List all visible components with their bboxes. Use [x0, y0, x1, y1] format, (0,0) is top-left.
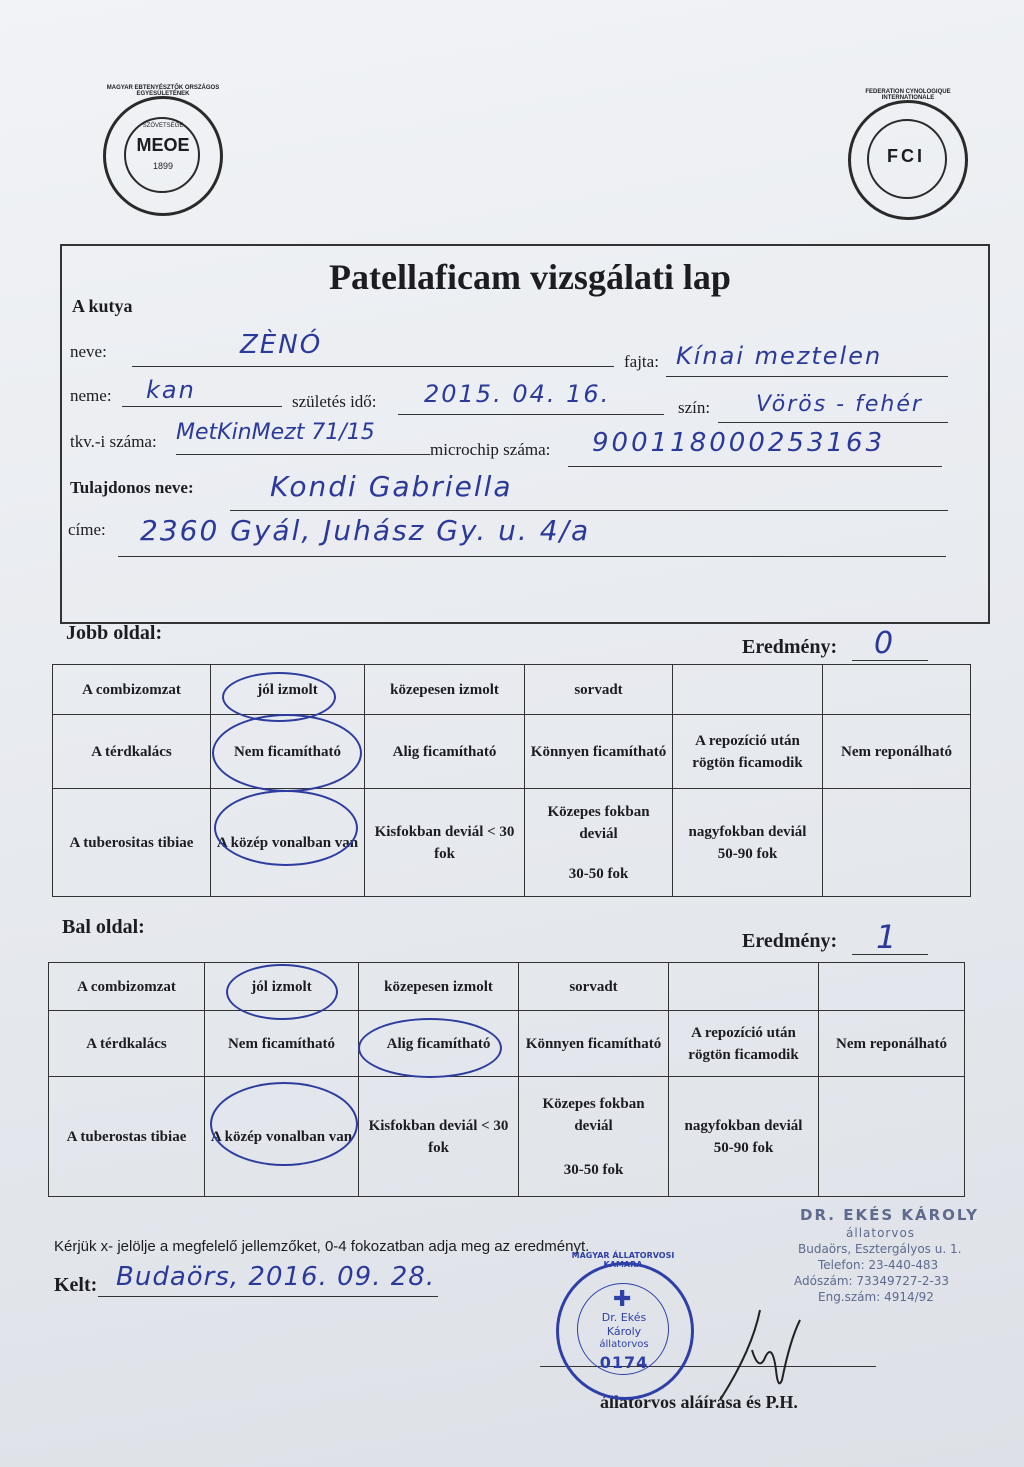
owner-line — [230, 510, 948, 511]
sex-value: kan — [146, 376, 196, 404]
name-line — [132, 366, 614, 367]
left-r3-c1: A tuberostas tibiae — [49, 1077, 205, 1197]
right-r2-c5: A repozíció után rögtön ficamodik — [673, 715, 823, 789]
right-mark-kozep-vonalban — [214, 790, 358, 866]
left-r3-c4: Közepes fokban deviál — [542, 1095, 645, 1134]
chip-label: microchip száma: — [430, 440, 551, 459]
right-mark-nem-ficamithato — [212, 714, 362, 792]
left-mark-alig-ficamithato — [358, 1018, 502, 1078]
right-r1-c3: közepesen izmolt — [365, 665, 525, 715]
right-r2-c1: A térdkalács — [53, 715, 211, 789]
vet-stamp-tax: Adószám: 73349727-2-33 — [794, 1274, 950, 1288]
chamber-cross-icon: ✚ — [613, 1287, 632, 1312]
right-r2-c3: Alig ficamítható — [365, 715, 525, 789]
right-r3-c2: A közép vonalban van — [211, 789, 365, 897]
chamber-stamp-l3: állatorvos — [599, 1339, 649, 1350]
left-mark-jol-izmolt — [226, 964, 338, 1020]
birth-line — [398, 414, 664, 415]
kelt-label: Kelt: — [54, 1274, 98, 1296]
reg-label: tkv.-i száma: — [70, 432, 157, 451]
birth-value: 2015. 04. 16. — [424, 380, 611, 408]
vet-stamp-address: Budaörs, Esztergályos u. 1. — [798, 1242, 962, 1256]
meoe-year: 1899 — [152, 161, 174, 171]
vet-stamp-license: Eng.szám: 4914/92 — [818, 1290, 934, 1304]
right-r2-c6: Nem reponálható — [823, 715, 971, 789]
left-r2-c3: Alig ficamítható — [359, 1011, 519, 1077]
fci-mono: FCI — [887, 146, 925, 166]
right-result-value: 0 — [874, 626, 896, 661]
right-heading: Jobb oldal: — [66, 622, 163, 644]
fci-ring-text: FEDERATION CYNOLOGIQUE INTERNATIONALE — [865, 89, 951, 101]
dog-heading: A kutya — [72, 296, 133, 316]
left-r2-c5: A repozíció után rögtön ficamodik — [669, 1011, 819, 1077]
meoe-seal — [103, 85, 223, 216]
address-label: címe: — [68, 520, 106, 539]
name-label: neve: — [70, 342, 107, 361]
birth-label: születés idő: — [292, 392, 377, 411]
right-r3-c4-extra: 30-50 fok — [568, 865, 629, 882]
chamber-stamp — [556, 1251, 694, 1400]
kelt-line — [98, 1296, 438, 1297]
left-r1-c1: A combizomzat — [49, 963, 205, 1011]
meoe-ring-text: MAGYAR EBTENYÉSZTŐK ORSZÁGOS EGYESÜLETÉNEK — [106, 85, 220, 97]
right-table — [52, 664, 971, 897]
chamber-stamp-l1: Dr. Ekés — [601, 1311, 647, 1324]
left-r3-c3: Kisfokban deviál < 30 fok — [359, 1077, 519, 1197]
vet-stamp-phone: Telefon: 23-440-483 — [818, 1258, 939, 1272]
address-value: 2360 Gyál, Juhász Gy. u. 4/a — [140, 514, 591, 547]
left-r1-c3: közepesen izmolt — [359, 963, 519, 1011]
left-heading: Bal oldal: — [62, 916, 145, 938]
left-r2-c1: A térdkalács — [49, 1011, 205, 1077]
address-line — [118, 556, 946, 557]
chamber-stamp-number: 0174 — [599, 1353, 649, 1372]
chamber-stamp-ring: MAGYAR ÁLLATORVOSI KAMARA — [571, 1251, 675, 1269]
left-r1-c2: jól izmolt — [205, 963, 359, 1011]
breed-line — [666, 376, 948, 377]
left-result-label: Eredmény: — [742, 930, 838, 952]
chip-value: 900118000253163 — [592, 428, 886, 458]
right-r3-c4: Közepes fokban deviál — [547, 803, 650, 842]
chamber-stamp-l2: Károly — [606, 1325, 642, 1338]
right-r1-c2: jól izmolt — [211, 665, 365, 715]
color-line — [718, 422, 948, 423]
color-value: Vörös - fehér — [756, 392, 923, 417]
right-r3-c1: A tuberositas tibiae — [53, 789, 211, 897]
vet-stamp-name: DR. EKÉS KÁROLY — [800, 1206, 979, 1224]
chip-line — [568, 466, 942, 467]
owner-label: Tulajdonos neve: — [70, 478, 194, 497]
right-r2-c2: Nem ficamítható — [211, 715, 365, 789]
right-r3-c5: nagyfokban deviál 50-90 fok — [673, 789, 823, 897]
footer-note: Kérjük x- jelölje a megfelelő jellemzőket, 0-4 fokozatban adja meg az eredményt. — [54, 1238, 590, 1255]
left-table — [48, 962, 965, 1197]
fci-seal — [848, 89, 968, 220]
left-r2-c4: Könnyen ficamítható — [519, 1011, 669, 1077]
sex-line — [122, 406, 282, 407]
kelt-value: Budaörs, 2016. 09. 28. — [116, 1262, 436, 1292]
breed-label: fajta: — [624, 352, 659, 371]
sex-label: neme: — [70, 386, 112, 405]
reg-line — [176, 454, 430, 455]
signature-scribble — [690, 1300, 840, 1410]
left-mark-kozep-vonalban — [210, 1082, 358, 1166]
right-r1-c4: sorvadt — [525, 665, 673, 715]
right-result-label: Eredmény: — [742, 636, 838, 658]
left-r2-c6: Nem reponálható — [819, 1011, 965, 1077]
right-r1-c1: A combizomzat — [53, 665, 211, 715]
owner-value: Kondi Gabriella — [270, 470, 513, 503]
right-r2-c4: Könnyen ficamítható — [525, 715, 673, 789]
left-r3-c5: nagyfokban deviál 50-90 fok — [669, 1077, 819, 1197]
name-value: ZÈNÓ — [240, 330, 323, 360]
left-r3-c2: A közép vonalban van — [205, 1077, 359, 1197]
color-label: szín: — [678, 398, 711, 417]
breed-value: Kínai meztelen — [676, 342, 883, 370]
signature-label: állatorvos aláírása és P.H. — [600, 1392, 798, 1412]
form-title: Patellaficam vizsgálati lap — [329, 257, 731, 297]
right-r3-c3: Kisfokban deviál < 30 fok — [365, 789, 525, 897]
left-r3-c4-extra: 30-50 fok — [563, 1161, 624, 1178]
reg-value: MetKinMezt 71/15 — [176, 420, 375, 445]
vet-stamp-title: állatorvos — [846, 1226, 916, 1240]
left-r1-c4: sorvadt — [519, 963, 669, 1011]
left-result-value: 1 — [876, 918, 899, 956]
meoe-mono: MEOE — [136, 135, 190, 155]
left-r2-c2: Nem ficamítható — [205, 1011, 359, 1077]
meoe-inner: SZÖVETSÉGE — [142, 123, 184, 129]
